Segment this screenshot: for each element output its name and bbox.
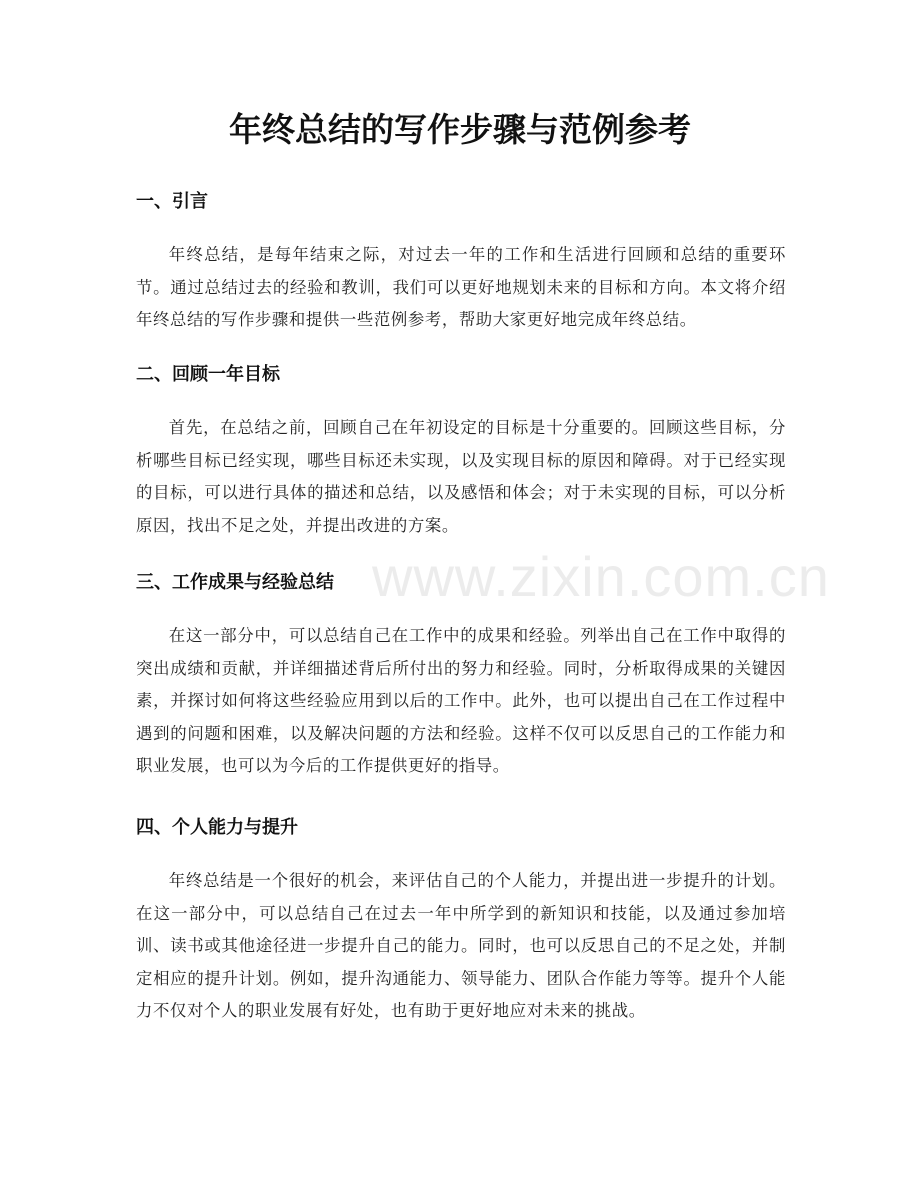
section-paragraph: 首先，在总结之前，回顾自己在年初设定的目标是十分重要的。回顾这些目标，分析哪些目标已经实现，哪些目标还未实现，以及实现目标的原因和障碍。对于已经实现的目标，可以进行具体的描述和总结，以及感悟和体会；对于未实现的目标，可以分析原因，找出不足之处，并提出改进的方案。 [136, 418, 786, 535]
section-work-results [136, 569, 786, 783]
section-heading: 二、回顾一年目标 [136, 364, 280, 385]
document-title: 年终总结的写作步骤与范例参考 [229, 110, 691, 149]
section-heading: 一、引言 [136, 191, 208, 212]
watermark-text: www.zixin.com.cn [372, 545, 830, 608]
section-personal-ability [136, 814, 786, 1028]
section-introduction [136, 188, 786, 337]
section-paragraph: 年终总结，是每年结束之际，对过去一年的工作和生活进行回顾和总结的重要环节。通过总结过去的经验和教训，我们可以更好地规划未来的目标和方向。本文将介绍年终总结的写作步骤和提供一些范例参考，帮助大家更好地完成年终总结。 [136, 245, 786, 329]
section-heading: 四、个人能力与提升 [136, 817, 298, 838]
section-review-goals [136, 361, 786, 542]
section-paragraph: 年终总结是一个很好的机会，来评估自己的个人能力，并提出进一步提升的计划。在这一部分中，可以总结自己在过去一年中所学到的新知识和技能，以及通过参加培训、读书或其他途径进一步提升自己的能力。同时，也可以反思自己的不足之处，并制定相应的提升计划。例如，提升沟通能力、领导能力、团队合作能力等等。提升个人能力不仅对个人的职业发展有好处，也有助于更好地应对未来的挑战。 [136, 871, 786, 1020]
section-paragraph: 在这一部分中，可以总结自己在工作中的成果和经验。列举出自己在工作中取得的突出成绩和贡献，并详细描述背后所付出的努力和经验。同时，分析取得成果的关键因素，并探讨如何将这些经验应用到以后的工作中。此外，也可以提出自己在工作过程中遇到的问题和困难，以及解决问题的方法和经验。这样不仅可以反思自己的工作能力和职业发展，也可以为今后的工作提供更好的指导。 [136, 626, 786, 775]
section-heading: 三、工作成果与经验总结 [136, 572, 334, 593]
